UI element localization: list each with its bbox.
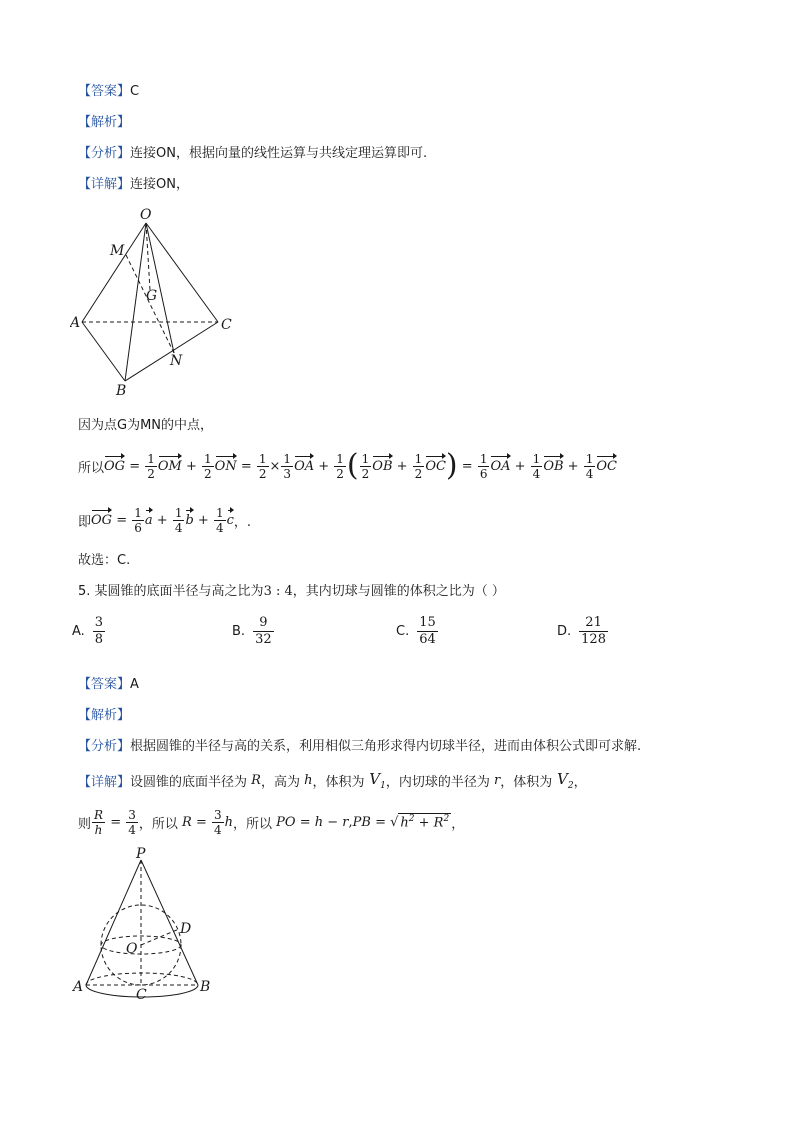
- midpoint-line: [78, 414, 213, 433]
- option-d[interactable]: [557, 615, 609, 648]
- cone-label-C: C: [136, 987, 147, 1003]
- q4-xiangjie-line: [78, 173, 189, 192]
- xiangjie-text: 连接ON，: [130, 177, 189, 192]
- tetrahedron-figure: [70, 205, 240, 400]
- suoyi2-text: ，所以: [233, 816, 273, 832]
- option-a-letter: A.: [72, 624, 85, 639]
- q5-detail-line: 【详解】 设圆锥的底面半径为 R ，高为 h ，体积为 $V_1$ ，内切球的半径为 r ，体积为 $V_2$ ，: [78, 770, 587, 791]
- q5-detail-4: ，内切球的半径为: [385, 775, 490, 790]
- option-b-den: 32: [255, 632, 272, 647]
- option-d-den: 128: [581, 632, 606, 647]
- label-M: M: [110, 243, 125, 259]
- q5-xiangjie-label: 【详解】: [78, 775, 131, 790]
- q5-detail-3: ，体积为: [312, 775, 365, 790]
- answer-label: 【答案】: [78, 84, 131, 99]
- option-c-den: 64: [419, 632, 436, 647]
- ze-text: 则: [78, 816, 92, 832]
- trailing-text: ，.: [233, 514, 252, 530]
- vector-equation-2: 即 OG = $\frac{1}{6}$ a + $\frac{1}{4}$ b + $\frac{1}{4}$ c ，.: [78, 505, 252, 535]
- ji-text: 即: [78, 514, 92, 530]
- q5-stem: [78, 580, 505, 599]
- q5-analysis-label: 【解析】: [78, 708, 131, 723]
- q5-fenxi-line: [78, 735, 641, 754]
- q5-detail-1: 设圆锥的底面半径为: [130, 775, 248, 790]
- q5-detail-2: ，高为: [260, 775, 300, 790]
- vector-equation-1: 所以 OG = $\frac{1}{2}$ OM + $\frac{1}{2}$ ON = $\frac{1}{2}$ × $\frac{1}{3}$ OA + $\frac{1}{2}$ ( $\frac{1}{2}$ OB + $\frac{1}{2}$ OC ) = $\frac{1}{6}$ OA + $\frac{1}{4}$ OB + $\frac{1}{4}$ OC: [78, 448, 617, 483]
- label-A: A: [70, 315, 81, 331]
- q5-answer-label: 【答案】: [78, 677, 131, 692]
- label-B: B: [116, 383, 127, 399]
- fenxi-label: 【分析】: [78, 146, 131, 161]
- q5-detail-5: ，体积为: [500, 775, 553, 790]
- option-c[interactable]: [396, 615, 439, 648]
- q5-stem-a: 某圆锥的底面半径与高之比为: [94, 584, 264, 599]
- q5-ratio: 3 : 4: [263, 584, 293, 599]
- option-a-den: 8: [94, 632, 104, 647]
- q5-answer-value: A: [130, 677, 139, 692]
- option-c-num: 15: [419, 615, 436, 630]
- analysis-label: 【解析】: [78, 115, 131, 130]
- label-C: C: [221, 317, 232, 333]
- cone-label-A: A: [73, 979, 84, 995]
- option-b-num: 9: [259, 615, 268, 630]
- label-G: G: [146, 288, 158, 304]
- answer-value: C: [130, 84, 140, 99]
- cone-label-O: O: [126, 941, 138, 957]
- option-a-num: 3: [94, 615, 104, 630]
- q4-answer-line: [78, 80, 139, 99]
- midpoint-text: 因为点G为MN的中点，: [78, 418, 214, 433]
- comma-text: ，: [451, 816, 465, 832]
- q5-fenxi-label: 【分析】: [78, 739, 131, 754]
- cone-label-P: P: [136, 846, 146, 862]
- cone-figure: [70, 845, 220, 1005]
- label-N: N: [170, 353, 183, 369]
- option-d-num: 21: [585, 615, 602, 630]
- suoyi1-text: ，所以: [138, 816, 178, 832]
- option-a[interactable]: [72, 615, 106, 648]
- option-b[interactable]: [232, 615, 275, 648]
- q4-fenxi-line: [78, 142, 427, 161]
- q5-ratio-line: 则 $\frac{R}{h}$ = $\frac{3}{4}$ ，所以 R = $\frac{3}{4}$ h ，所以 PO = h − r , PB = √ $h^2 + R^2$ ，: [78, 807, 465, 837]
- option-b-letter: B.: [232, 624, 246, 639]
- q5-fenxi-text: 根据圆锥的半径与高的关系，利用相似三角形求得内切球半径，进而由体积公式即可求解.: [130, 739, 642, 754]
- fenxi-text: 连接ON，根据向量的线性运算与共线定理运算即可.: [130, 146, 428, 161]
- xiangjie-label: 【详解】: [78, 177, 131, 192]
- suoyi-text: 所以: [78, 460, 105, 476]
- option-d-letter: D.: [557, 624, 572, 639]
- q5-stem-b: ，其内切球与圆锥的体积之比为（ ）: [292, 584, 505, 599]
- cone-label-B: B: [200, 979, 211, 995]
- q5-answer-line: [78, 673, 139, 692]
- label-O: O: [140, 207, 152, 223]
- q5-number: 5.: [78, 584, 91, 599]
- guxuan-line: 故选：C.: [78, 553, 131, 568]
- cone-label-D: D: [180, 921, 192, 937]
- option-c-letter: C.: [396, 624, 410, 639]
